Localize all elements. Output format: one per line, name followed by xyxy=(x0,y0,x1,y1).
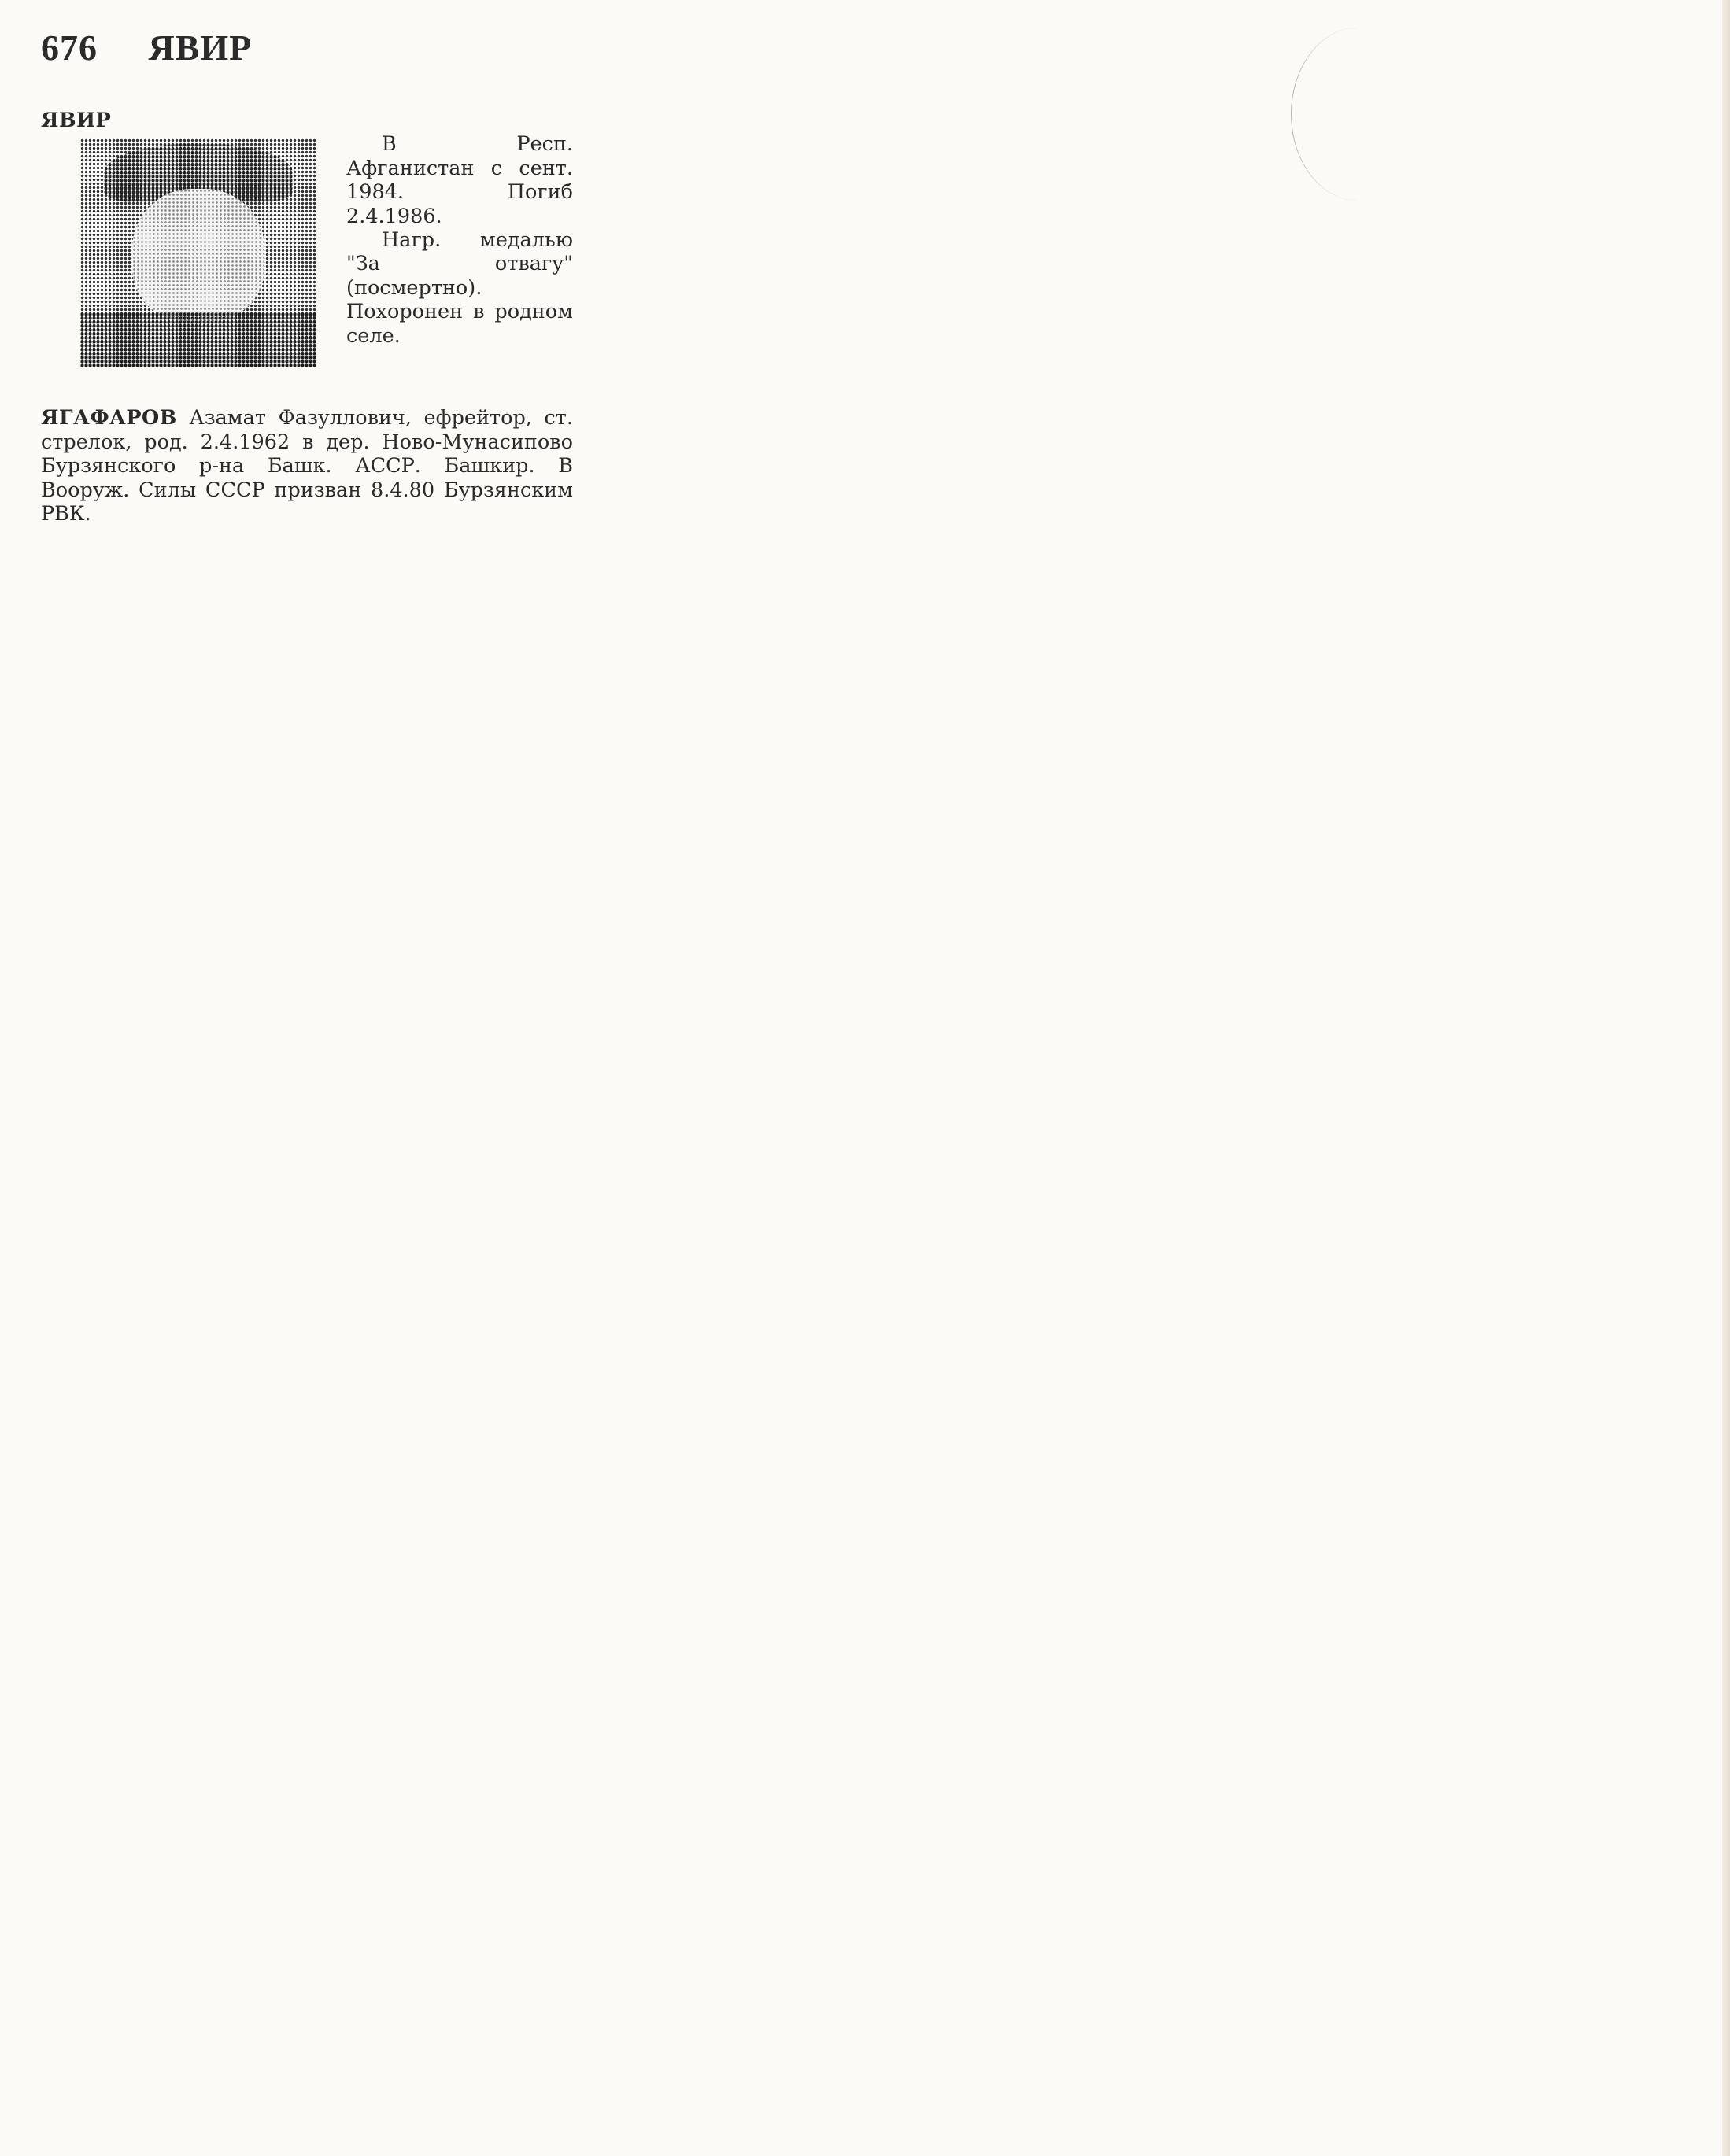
entry-paragraph: В Респ. Афганистан с сент. 1984. Погиб 2.4.1986. xyxy=(346,132,573,228)
pencil-mark xyxy=(1291,28,1425,201)
column-1 xyxy=(41,109,573,560)
shoulders-shape xyxy=(80,312,316,367)
entry-paragraph: Нагр. медалью "За отвагу" (посмертно). Похоронен в родном селе. xyxy=(346,228,573,348)
entry-yavir xyxy=(41,109,573,371)
running-head: ЯВИР xyxy=(148,28,253,68)
entry-lead xyxy=(41,406,573,526)
entry-lead xyxy=(41,109,573,132)
portrait-photo xyxy=(80,138,316,367)
page-header xyxy=(41,27,252,68)
entry-surname: ЯВИР xyxy=(41,109,112,132)
page-number: 676 xyxy=(41,28,98,68)
entry-yagafarov xyxy=(41,406,573,526)
page-edge xyxy=(1722,0,1730,2156)
face-shape xyxy=(132,189,264,321)
entry-lead-text: Азамат Фазуллович, ефрейтор, ст. стрелок, род. 2.4.1962 в дер. Ново-Мунасипово Бурзянского р-на Башк. АССР. Башкир. В Вооруж. Силы СССР призван 8.4.80 Бурзянским РВК. xyxy=(41,406,573,526)
entry-surname: ЯГАФАРОВ xyxy=(41,406,177,430)
